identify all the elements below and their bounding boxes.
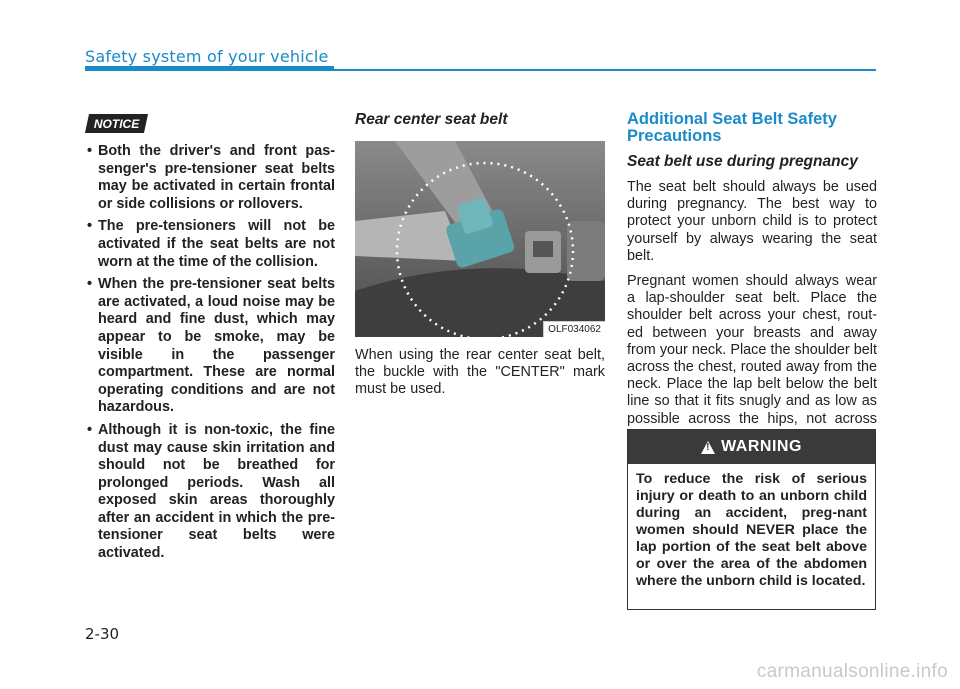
pregnancy-paragraph: Pregnant women should always wear a lap-shoulder seat belt. Place the shoulder belt across your chest, rout-ed between your breasts and away from your neck. Place the shoulder belt across the chest, routed away from the neck. Place the lap belt below the belt line so that it fits snugly and as low as possible across the hips, not across <box>627 273 877 427</box>
rear-center-column <box>355 111 605 407</box>
page-number: 2-30 <box>85 625 120 643</box>
watermark: carmanualsonline.info <box>756 661 948 682</box>
pregnancy-subtitle: Seat belt use during pregnancy <box>627 153 858 170</box>
warning-header <box>628 430 875 464</box>
warning-text: To reduce the risk of serious injury or death to an unborn child during an accident, preg-nant women should NEVER place the lap portion of the seat belt above or over the area of the abdomen where the unborn child is located. <box>636 471 867 589</box>
rear-center-title: Rear center seat belt <box>355 111 508 128</box>
additional-title: Additional Seat Belt Safety Precautions <box>627 110 837 145</box>
warning-label: WARNING <box>721 438 802 455</box>
seat-belt-buckle-photo <box>355 141 605 337</box>
pregnancy-paragraph: The seat belt should always be used during pregnancy. The best way to protect your unborn child is to protect yourself by always wearing the seat belt. <box>627 179 877 264</box>
notice-item: • Both the driver's and front pas-senger's pre-tensioner seat belts may be activated in certain frontal or side collisions or rollovers. <box>85 143 335 213</box>
buckle-illustration <box>355 141 605 337</box>
section-header-title: Safety system of your vehicle <box>85 47 329 66</box>
notice-list <box>85 143 335 563</box>
notice-badge: NOTICE <box>85 114 148 133</box>
warning-box <box>627 429 876 610</box>
notice-item: • Although it is non-toxic, the fine dust may cause skin irritation and should not be breathed for prolonged periods. Wash all exposed skin areas thoroughly after an accident in which the pre-tensioner seat belts were activated. <box>85 422 335 563</box>
additional-column <box>627 111 877 453</box>
image-code: OLF034062 <box>543 321 605 337</box>
notice-item: • When the pre-tensioner seat belts are activated, a loud noise may be heard and fine dust, which may appear to be smoke, may be visible in the passenger compartment. These are normal operating conditions and are not hazardous. <box>85 276 335 417</box>
notice-item: • The pre-tensioners will not be activated if the seat belts are not worn at the time of the collision. <box>85 218 335 271</box>
notice-column <box>85 114 335 568</box>
warning-triangle-icon <box>701 441 715 454</box>
header-rule-thick <box>85 66 334 71</box>
rear-center-body: When using the rear center seat belt, the buckle with the "CENTER" mark must be used. <box>355 347 605 398</box>
header-rule-thin <box>334 69 876 71</box>
